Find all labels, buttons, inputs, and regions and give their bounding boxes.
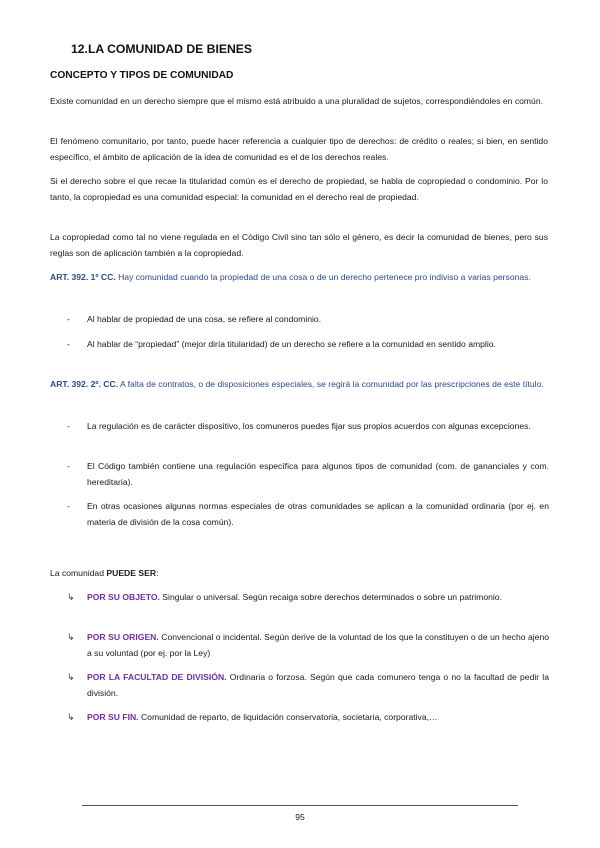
list-dash: - — [67, 314, 70, 324]
type-text: Ordinaria o forzosa. Según que cada comunero tenga o no la facultad de pedir la división. — [87, 672, 549, 698]
article-ref: ART. 392. 2º. CC. — [50, 379, 119, 389]
return-arrow-icon: ↳ — [67, 672, 75, 682]
article-392-2 — [50, 377, 548, 393]
puede-ser-heading: La comunidad PUEDE SER: — [50, 568, 159, 578]
return-arrow-icon: ↳ — [67, 632, 75, 642]
type-item — [87, 710, 549, 726]
subsection-title: CONCEPTO Y TIPOS DE COMUNIDAD — [50, 70, 234, 81]
type-item — [87, 630, 549, 661]
list-item: El Código también contiene una regulación específica para algunos tipos de comunidad (com. de gananciales y com. hereditaria). — [87, 461, 549, 487]
article-text: A falta de contratos, o de disposiciones especiales, se regirá la comunidad por las prescripciones de este título. — [120, 379, 544, 389]
type-item — [87, 670, 549, 701]
article-392-1 — [50, 270, 548, 286]
paragraph-2: El fenómeno comunitario, por tanto, puede hacer referencia a cualquier tipo de derechos: de crédito o reales; si bien, en sentido específico, el ámbito de aplicación de la idea de comunidad es el de los derechos reales. — [50, 136, 548, 162]
paragraph-3: Si el derecho sobre el que recae la titularidad común es el derecho de propiedad, se habla de copropiedad o condominio. Por lo tanto, la copropiedad es una comunidad especial: la comunidad en el derecho real de propiedad. — [50, 176, 548, 202]
type-item — [87, 590, 549, 606]
type-text: Convencional o incidental. Según derive de la voluntad de los que la constituyen o de un hecho ajeno a su voluntad (por ej. por la Ley) — [87, 632, 550, 658]
footer-divider — [82, 805, 518, 806]
type-text: Singular o universal. Según recaiga sobre derechos determinados o sobre un patrimonio. — [162, 592, 502, 602]
section-title: 12.LA COMUNIDAD DE BIENES — [71, 42, 253, 56]
list-dash: - — [67, 461, 70, 471]
type-label: POR SU OBJETO. — [87, 592, 160, 602]
type-label: POR SU ORIGEN. — [87, 632, 159, 642]
list-item: La regulación es de carácter dispositivo, los comuneros puedes fijar sus propios acuerdos con algunas excepciones. — [87, 421, 531, 431]
list-item: Al hablar de propiedad de una cosa, se refiere al condominio. — [87, 314, 322, 324]
return-arrow-icon: ↳ — [67, 712, 75, 722]
page-number: 95 — [295, 812, 305, 822]
article-text: Hay comunidad cuando la propiedad de una cosa o de un derecho pertenece pro indiviso a varias personas. — [118, 272, 531, 282]
list-dash: - — [67, 501, 70, 511]
list-dash: - — [67, 339, 70, 349]
list-item: En otras ocasiones algunas normas especiales de otras comunidades se aplican a la comunidad ordinaria (por ej. en materia de división de la cosa común). — [87, 501, 549, 527]
list-dash: - — [67, 421, 70, 431]
paragraph-4: La copropiedad como tal no viene regulada en el Código Civil sino tan sólo el género, es decir la comunidad de bienes, pero sus reglas son de aplicación también a la copropiedad. — [50, 232, 548, 258]
article-ref: ART. 392. 1º CC. — [50, 272, 116, 282]
list-item: Al hablar de “propiedad” (mejor diría titularidad) de un derecho se refiere a la comunidad en sentido amplio. — [87, 339, 496, 349]
type-label: POR LA FACULTAD DE DIVISIÓN. — [87, 672, 227, 682]
paragraph-1: Existe comunidad en un derecho siempre que el mismo está atribuido a una pluralidad de sujetos, correspondiéndoles en común. — [50, 96, 544, 106]
type-label: POR SU FIN. — [87, 712, 139, 722]
return-arrow-icon: ↳ — [67, 592, 75, 602]
type-text: Comunidad de reparto, de liquidación conservatoria, societaria, corporativa,… — [140, 712, 438, 722]
